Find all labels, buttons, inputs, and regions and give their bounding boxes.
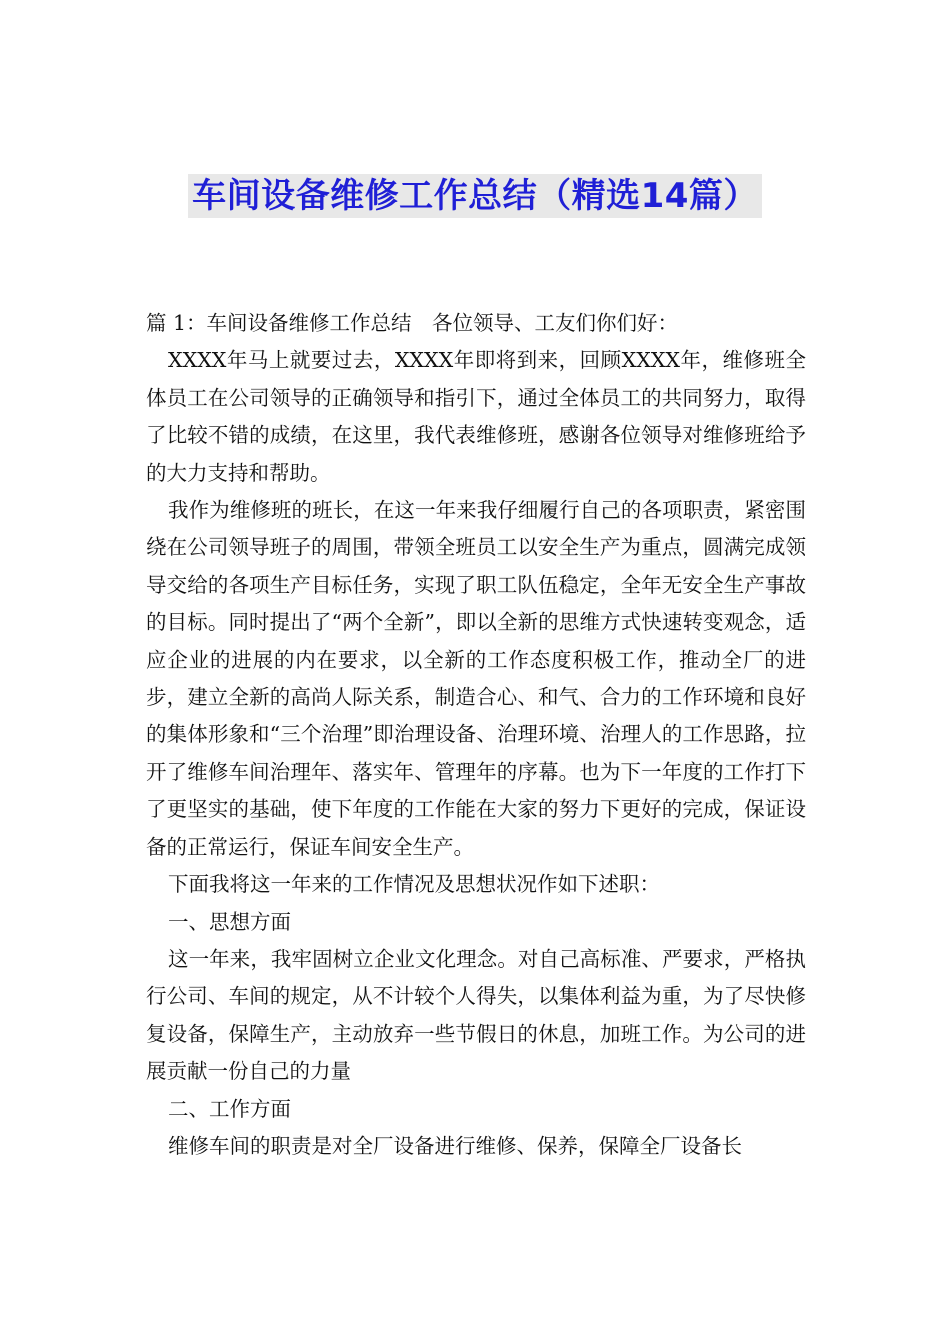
body-paragraph: 下面我将这一年来的工作情况及思想状况作如下述职：: [168, 872, 660, 897]
subheading: 一、思想方面: [168, 909, 291, 934]
subheading: 二、工作方面: [168, 1096, 291, 1121]
body-paragraph: 我作为维修班的班长，在这一年来我仔细履行自己的各项职责，紧密围绕在公司领导班子的周围，带领全班员工以安全生产为重点，圆满完成领导交给的各项生产目标任务，实现了职工队伍稳定，全年无安全生产事故的目标。同时提出了“两个全新”，即以全新的思维方式快速转变观念，适应企业的进展的内在要求，以全新的工作态度积极工作，推动全厂的进步，建立全新的高尚人际关系，制造合心、和气、合力的工作环境和良好的集体形象和“三个治理”即治理设备、治理环境、治理人的工作思路，拉开了维修车间治理年、落实年、管理年的序幕。也为下一年度的工作打下了更坚实的基础，使下年度的工作能在大家的努力下更好的完成，保证设备的正常运行，保证车间安全生产。: [146, 498, 806, 859]
document-body: [146, 305, 806, 1165]
body-paragraph: 维修车间的职责是对全厂设备进行维修、保养，保障全厂设备长: [168, 1133, 742, 1158]
title-container: [0, 174, 950, 218]
document-title: 车间设备维修工作总结（精选14篇）: [188, 174, 762, 218]
section-heading-paragraph: 篇 1：车间设备维修工作总结 各位领导、工友们你们好：: [146, 311, 679, 335]
body-paragraph: 这一年来，我牢固树立企业文化理念。对自己高标准、严要求，严格执行公司、车间的规定，从不计较个人得失，以集体利益为重，为了尽快修复设备，保障生产，主动放弃一些节假日的休息，加班工作。为公司的进展贡献一份自己的力量: [146, 946, 806, 1084]
body-paragraph: XXXX年马上就要过去，XXXX年即将到来，回顾XXXX年，维修班全体员工在公司领导的正确领导和指引下，通过全体员工的共同努力，取得了比较不错的成绩，在这里，我代表维修班，感谢各位领导对维修班给予的大力支持和帮助。: [146, 348, 806, 485]
